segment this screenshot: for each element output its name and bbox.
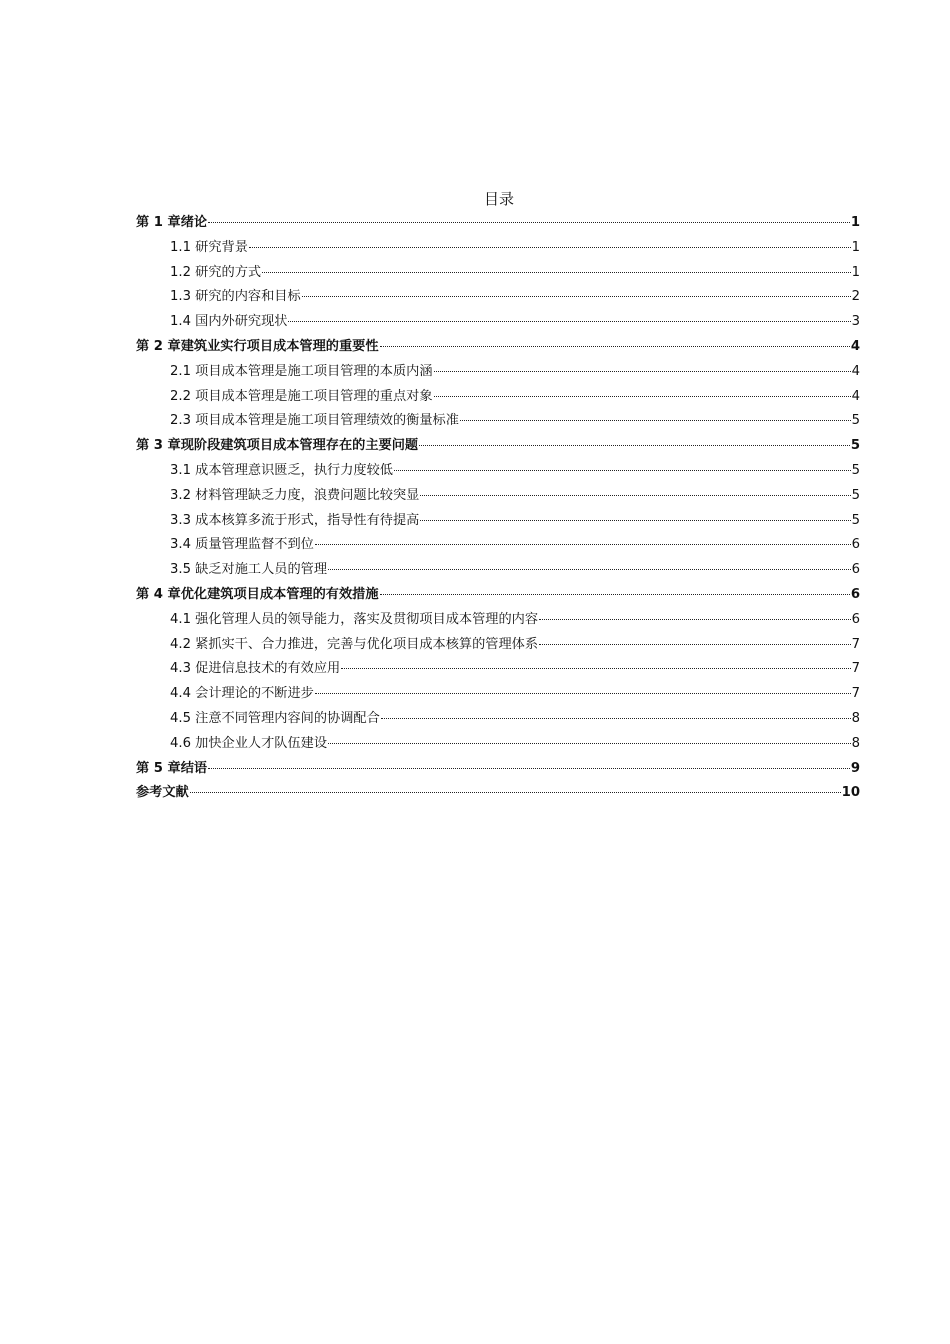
toc-section-entry[interactable] (136, 385, 860, 410)
dot-leader (460, 420, 851, 421)
toc-entry-label: 3.3 成本核算多流于形式，指导性有待提高 (170, 512, 420, 528)
dot-leader (208, 222, 850, 223)
dot-leader (420, 520, 850, 521)
toc-entry-label: 1.1 研究背景 (170, 239, 248, 255)
dot-leader (208, 768, 850, 769)
toc-entry-label: 4.6 加快企业人才队伍建设 (170, 735, 328, 751)
dot-leader (380, 346, 850, 347)
toc-chapter-entry[interactable] (136, 211, 860, 236)
toc-page-number: 6 (851, 537, 860, 553)
dot-leader (315, 544, 851, 545)
toc-section-entry[interactable] (136, 707, 860, 732)
dot-leader (381, 718, 851, 719)
dot-leader (434, 396, 851, 397)
toc-page-number: 6 (851, 611, 860, 627)
toc-section-entry[interactable] (136, 484, 860, 509)
toc-section-entry[interactable] (136, 409, 860, 434)
toc-page-number: 1 (851, 264, 860, 280)
toc-page-number: 5 (851, 487, 860, 503)
toc-section-entry[interactable] (136, 236, 860, 261)
toc-entry-label: 2.2 项目成本管理是施工项目管理的重点对象 (170, 388, 433, 404)
toc-page-number: 5 (851, 512, 860, 528)
toc-chapter-entry[interactable] (136, 335, 860, 360)
toc-page-number: 10 (841, 785, 860, 801)
toc-entry-label: 4.4 会计理论的不断进步 (170, 686, 314, 702)
toc-section-entry[interactable] (136, 608, 860, 633)
toc-entry-label: 第 1 章绪论 (136, 215, 208, 230)
dot-leader (539, 619, 851, 620)
dot-leader (249, 247, 851, 248)
toc-page-number: 8 (851, 735, 860, 751)
dot-leader (288, 321, 850, 322)
toc-entry-label: 4.5 注意不同管理内容间的协调配合 (170, 710, 380, 726)
dot-leader (380, 594, 850, 595)
dot-leader (394, 470, 851, 471)
toc-section-entry[interactable] (136, 533, 860, 558)
toc-entry-label: 3.2 材料管理缺乏力度，浪费问题比较突显 (170, 487, 420, 503)
toc-entry-label: 1.4 国内外研究现状 (170, 314, 288, 330)
toc-page-number: 3 (851, 314, 860, 330)
dot-leader (315, 693, 851, 694)
toc-page-number: 2 (851, 289, 860, 305)
dot-leader (539, 644, 851, 645)
toc-entry-label: 第 3 章现阶段建筑项目成本管理存在的主要问题 (136, 438, 419, 454)
toc-page-number: 8 (851, 710, 860, 726)
toc-page-number: 7 (851, 686, 860, 702)
toc-entry-label: 第 2 章建筑业实行项目成本管理的重要性 (136, 338, 379, 354)
toc-page-number: 5 (851, 462, 860, 478)
dot-leader (419, 445, 850, 446)
toc-section-entry[interactable] (136, 633, 860, 658)
toc-entry-label: 1.3 研究的内容和目标 (170, 289, 301, 305)
toc-chapter-entry[interactable] (136, 583, 860, 608)
toc-page-number: 4 (851, 388, 860, 404)
toc-entry-label: 1.2 研究的方式 (170, 264, 262, 280)
toc-section-entry[interactable] (136, 459, 860, 484)
toc-entry-label: 2.1 项目成本管理是施工项目管理的本质内涵 (170, 363, 433, 379)
toc-section-entry[interactable] (136, 261, 860, 286)
toc-chapter-entry[interactable] (136, 434, 860, 459)
dot-leader (190, 792, 841, 793)
toc-entry-label: 参考文献 (136, 785, 189, 801)
toc-entry-label: 4.1 强化管理人员的领导能力，落实及贯彻项目成本管理的内容 (170, 611, 539, 627)
toc-page-number: 6 (851, 562, 860, 578)
toc-chapter-entry[interactable] (136, 757, 860, 782)
dot-leader (262, 272, 851, 273)
toc-page-number: 4 (850, 338, 860, 354)
toc-section-entry[interactable] (136, 360, 860, 385)
toc-section-entry[interactable] (136, 558, 860, 583)
toc-page-number: 1 (850, 215, 860, 230)
dot-leader (341, 668, 850, 669)
toc-section-entry[interactable] (136, 732, 860, 757)
toc-page-number: 9 (850, 760, 860, 776)
table-of-contents (136, 211, 860, 806)
toc-entry-label: 4.3 促进信息技术的有效应用 (170, 661, 341, 677)
dot-leader (420, 495, 850, 496)
toc-section-entry[interactable] (136, 285, 860, 310)
dot-leader (328, 743, 851, 744)
toc-section-entry[interactable] (136, 657, 860, 682)
toc-entry-label: 3.5 缺乏对施工人员的管理 (170, 562, 328, 578)
toc-section-entry[interactable] (136, 310, 860, 335)
toc-page-number: 7 (851, 636, 860, 652)
dot-leader (302, 296, 851, 297)
toc-title: 目录 (483, 190, 514, 208)
toc-page-number: 5 (851, 413, 860, 429)
toc-entry-label: 第 4 章优化建筑项目成本管理的有效措施 (136, 586, 379, 602)
toc-page-number: 6 (850, 586, 860, 602)
toc-page-number: 7 (851, 661, 860, 677)
toc-entry-label: 3.4 质量管理监督不到位 (170, 537, 314, 553)
toc-entry-label: 3.1 成本管理意识匮乏，执行力度较低 (170, 462, 393, 478)
toc-entry-label: 2.3 项目成本管理是施工项目管理绩效的衡量标准 (170, 413, 459, 429)
toc-section-entry[interactable] (136, 682, 860, 707)
toc-entry-label: 第 5 章结语 (136, 760, 208, 776)
toc-section-entry[interactable] (136, 509, 860, 534)
toc-chapter-entry[interactable] (136, 781, 860, 806)
dot-leader (328, 569, 851, 570)
dot-leader (434, 371, 851, 372)
toc-page-number: 1 (851, 239, 860, 255)
toc-page-number: 5 (850, 438, 860, 454)
toc-page-number: 4 (851, 363, 860, 379)
toc-entry-label: 4.2 紧抓实干、合力推进，完善与优化项目成本核算的管理体系 (170, 636, 539, 652)
